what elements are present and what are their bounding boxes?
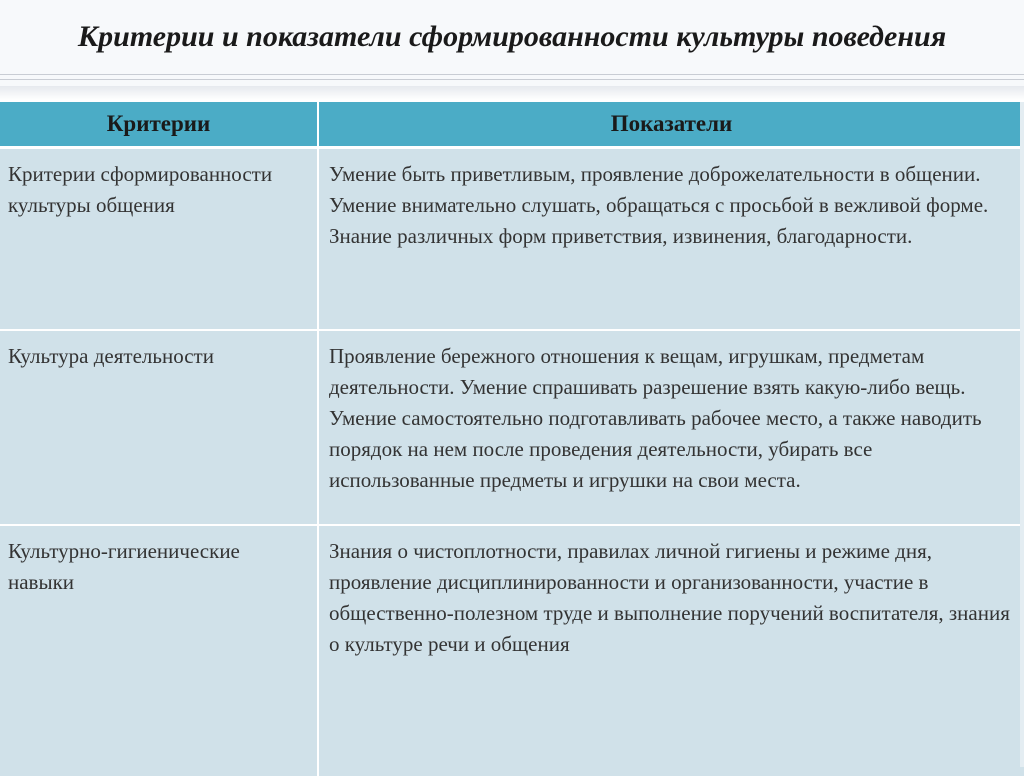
title-shadow (0, 86, 1024, 100)
title-divider-secondary (0, 79, 1024, 80)
table-row (0, 525, 1024, 777)
criterion-cell: Критерии сформированности культуры общения (0, 148, 318, 331)
slide-title: Критерии и показатели сформированности культуры поведения (77, 20, 947, 53)
indicators-cell: Знания о чистоплотности, правилах личной гигиены и режиме дня, проявление дисциплинированности и организованности, участие в общественно-полезном труде и выполнение поручений воспитателя, знания о культуре речи и общения (318, 525, 1024, 777)
criterion-cell: Культурно-гигиенические навыки (0, 525, 318, 777)
indicators-cell: Умение быть приветливым, проявление доброжелательности в общении. Умение внимательно слушать, обращаться с просьбой в вежливой форме. Знание различных форм приветствия, извинения, благодарности. (318, 148, 1024, 331)
table-row (0, 330, 1024, 525)
header-criteria: Критерии (0, 102, 318, 148)
right-edge-strip (1020, 102, 1024, 767)
criterion-cell: Культура деятельности (0, 330, 318, 525)
criteria-table (0, 102, 1024, 778)
table-header-row (0, 102, 1024, 148)
table-row (0, 148, 1024, 331)
indicators-cell: Проявление бережного отношения к вещам, игрушкам, предметам деятельности. Умение спрашивать разрешение взять какую-либо вещь. Умение самостоятельно подготавливать рабочее место, а также наводить порядок на нем после проведения деятельности, убирать все использованные предметы и игрушки на свои места. (318, 330, 1024, 525)
header-indicators: Показатели (318, 102, 1024, 148)
title-divider (0, 74, 1024, 75)
